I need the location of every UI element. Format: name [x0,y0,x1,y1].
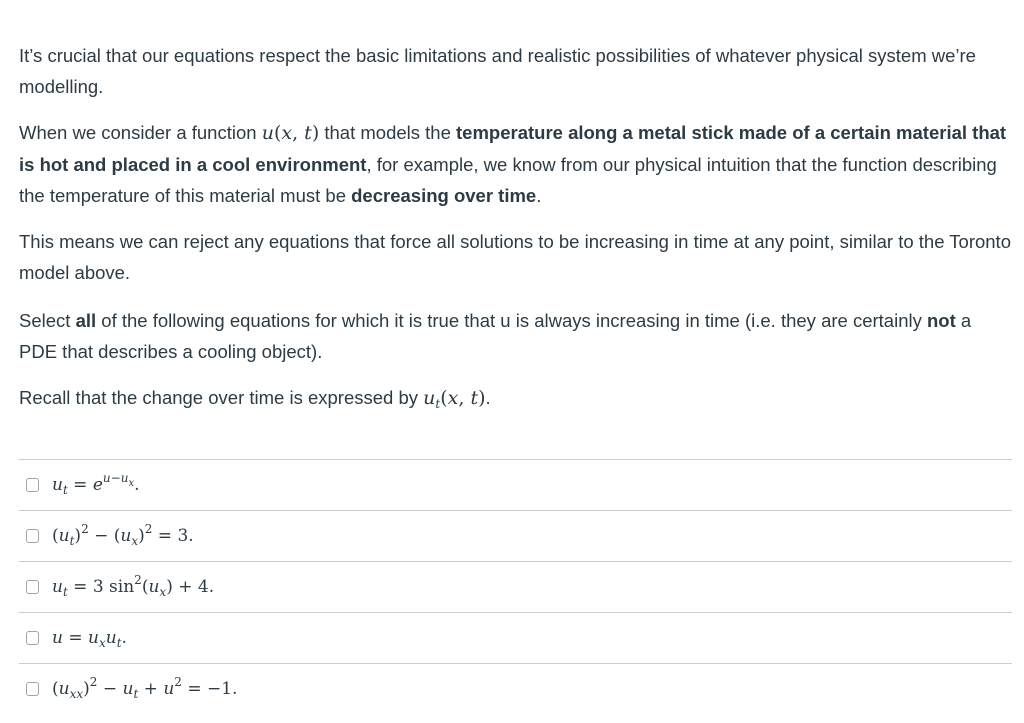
math-u-t-x-t: $u_t(x$, t) [423,387,486,411]
text-segment: . [536,185,542,206]
bold-segment: not [926,310,956,331]
answer-option-3[interactable] [19,562,1012,613]
paragraph-recall [19,382,1014,414]
text-segment: of the following equations for which it is true that u is always increasing in time (i.e. they are certainly [96,310,927,331]
checkbox[interactable] [26,631,39,645]
checkbox[interactable] [26,580,39,594]
answer-option-5[interactable] [19,664,1012,714]
text-segment: a PDE that describes a cooling object). [19,310,972,362]
math-u-x-t: u(x, t) [261,122,320,144]
paragraph-instructions [19,305,1014,367]
answer-option-4[interactable] [19,613,1012,664]
text-segment: , for example, we know from our physical intuition that the function describing the temperature of this material must be [19,154,997,206]
text-segment: When we consider a function [19,122,262,143]
checkbox[interactable] [26,682,39,696]
paragraph-temperature [19,117,1014,211]
text-segment: that models the [319,122,457,143]
text-segment: Select [19,310,76,331]
paragraph-reject: This means we can reject any equations that force all solutions to be increasing in time at any point, similar to the Toronto model above. [19,231,1011,283]
text-segment: Recall that the change over time is expressed by [19,387,424,408]
answer-equation: $(u_t)^2 - (u_x)^2 = 3$. [52,521,194,548]
bold-segment: all [75,310,97,331]
bold-segment: decreasing over time [351,185,537,206]
checkbox[interactable] [26,529,39,543]
question-text [19,40,1014,414]
answer-option-2[interactable] [19,511,1012,562]
text-segment: . [485,387,491,408]
answer-equation: $u_t = 3$ $\sin^2(u_x) + 4$. [52,572,215,599]
answer-list [19,459,1012,714]
answer-equation: $u = u_xu_t$. [52,627,127,650]
answer-equation: $(u_{xx})^2 - u_t + u^2 = -1$. [52,674,238,701]
paragraph-intro: It’s crucial that our equations respect the basic limitations and realistic possibilities of whatever physical system we’re modelling. [19,45,976,97]
answer-equation: $u_t = e^{u-u_x}$. [52,470,140,497]
bold-segment: temperature along a metal stick made of a certain material that is hot and placed in a cool environment [19,122,1007,175]
checkbox[interactable] [26,478,39,492]
answer-option-1[interactable] [19,460,1012,511]
